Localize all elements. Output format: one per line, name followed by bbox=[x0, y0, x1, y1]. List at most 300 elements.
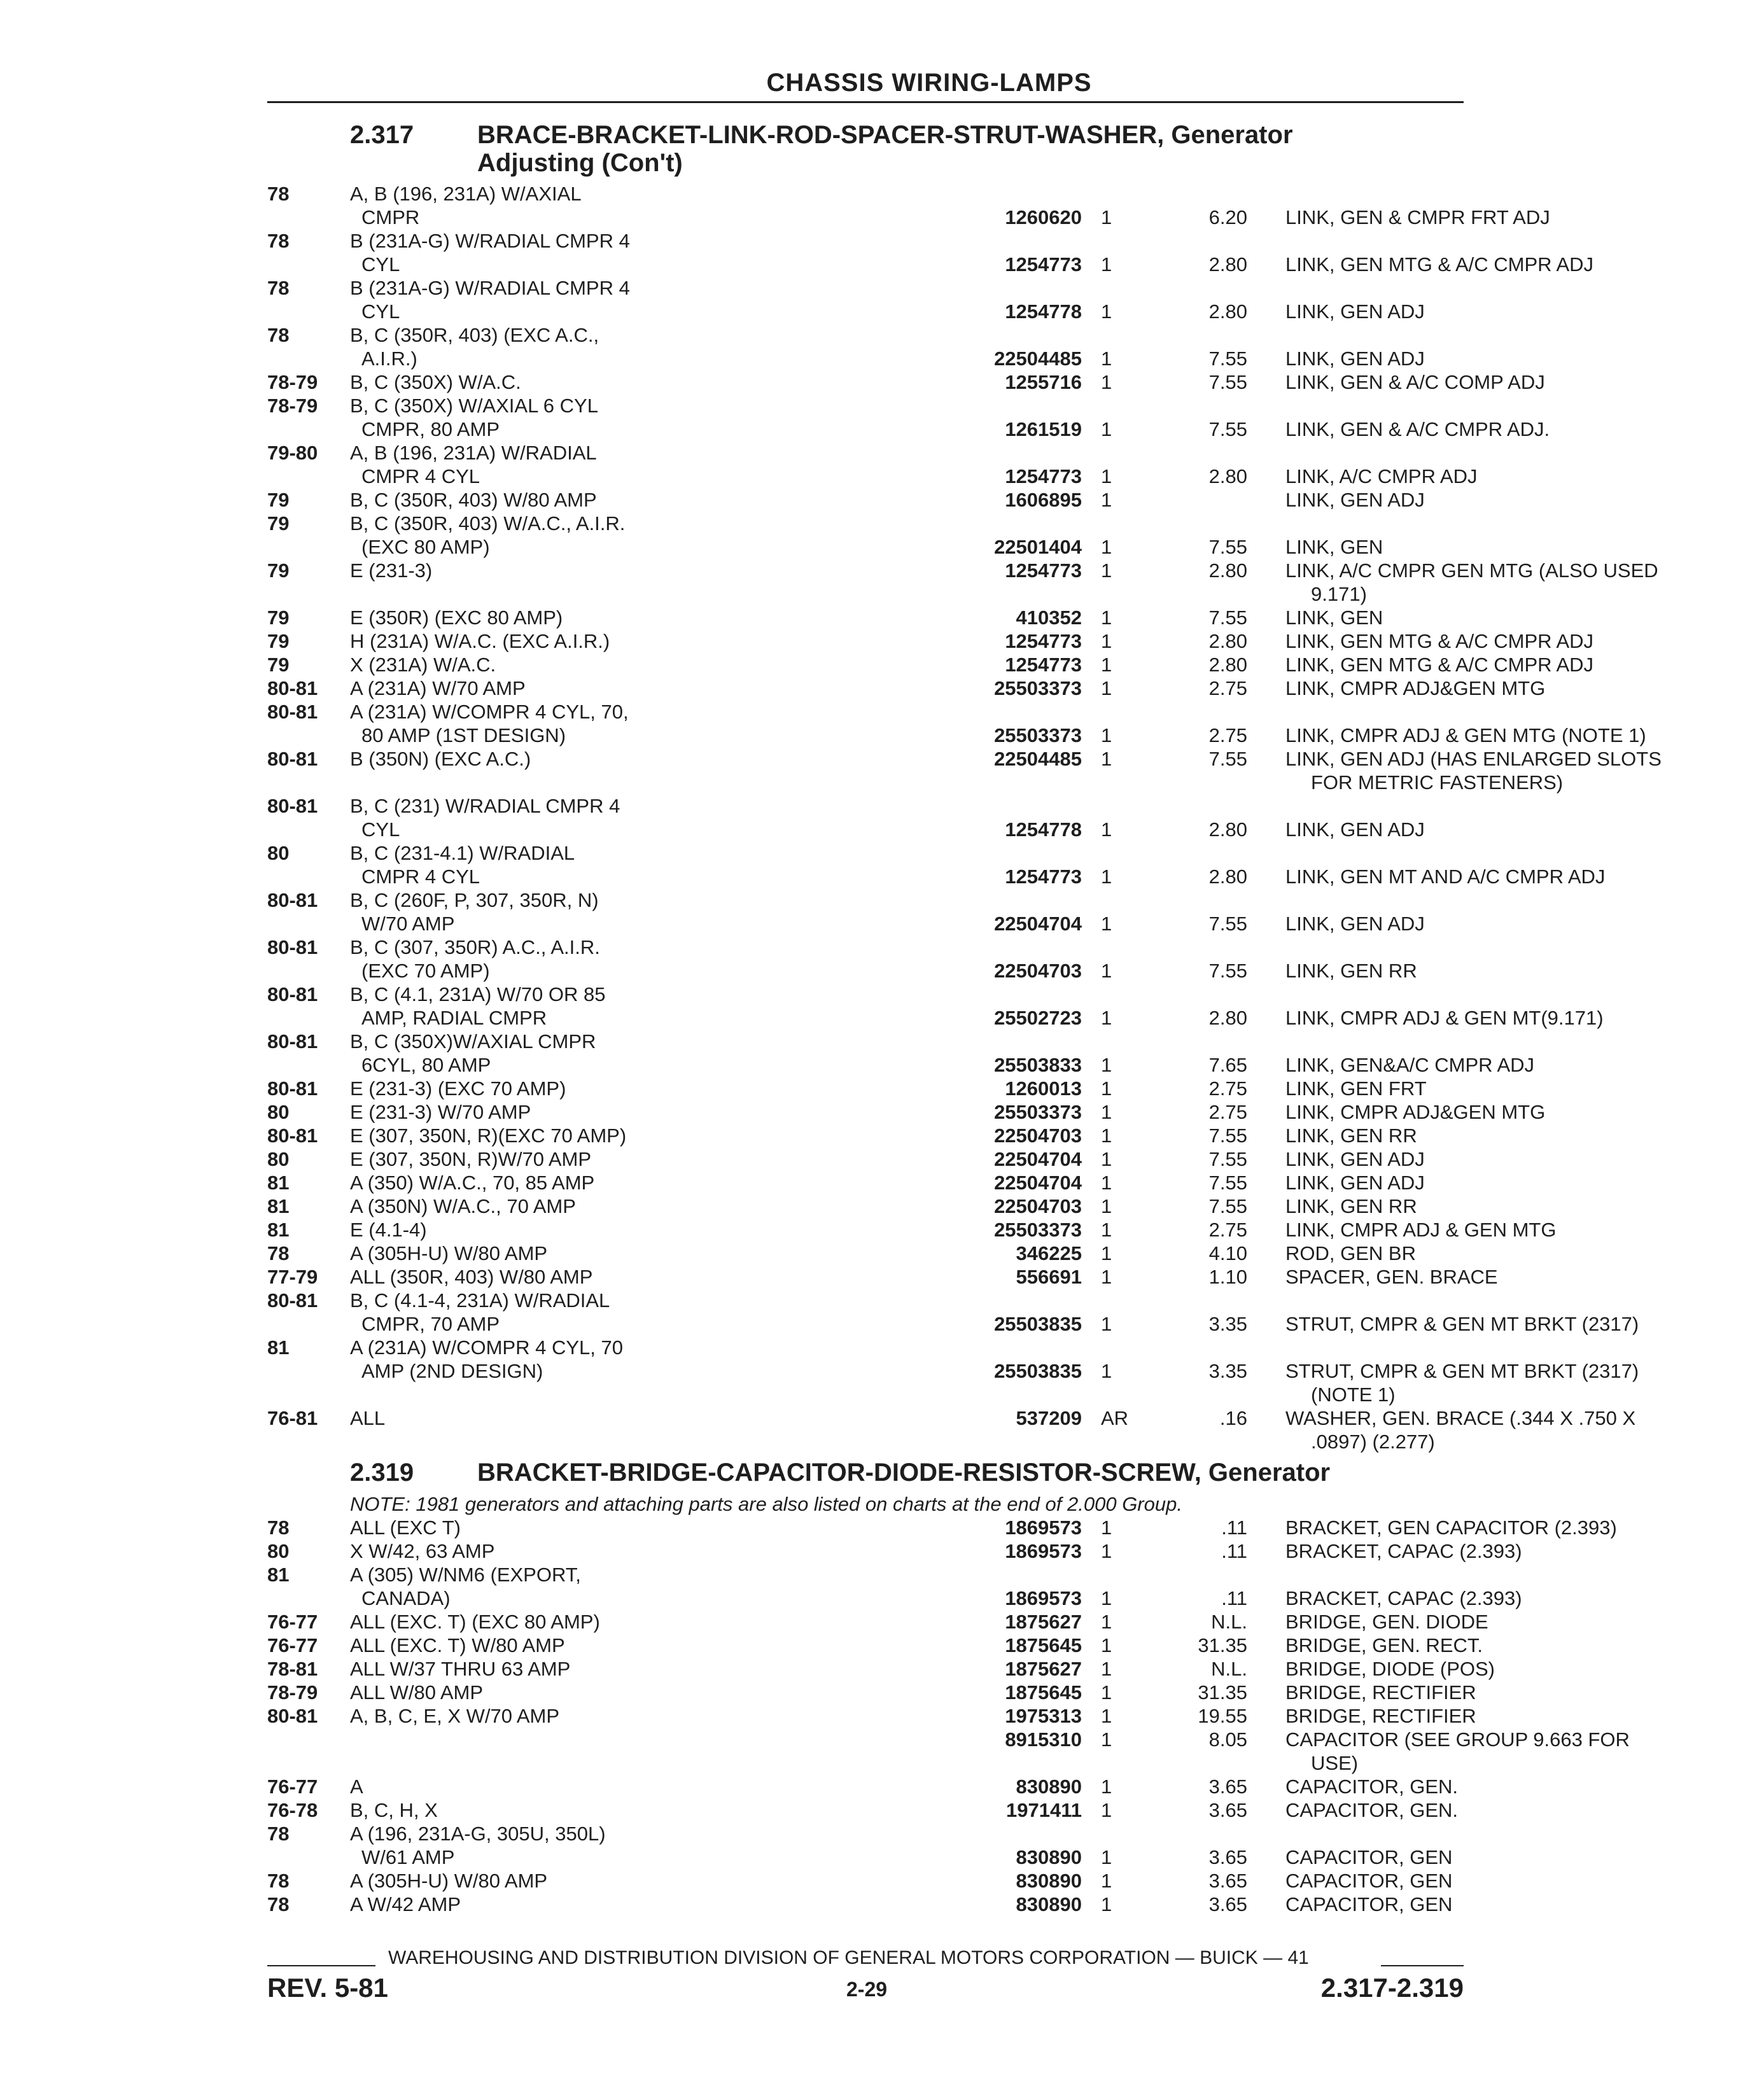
part-number-cell: 1254778 bbox=[1005, 300, 1082, 323]
table-row bbox=[267, 1265, 1498, 1289]
quantity-cell: 1 bbox=[1101, 1681, 1112, 1704]
quantity-cell: 1 bbox=[1101, 1077, 1112, 1100]
part-number-cell: 410352 bbox=[1016, 606, 1082, 629]
price-cell: 7.55 bbox=[1208, 536, 1247, 558]
quantity-cell: AR bbox=[1101, 1407, 1129, 1429]
table-row bbox=[267, 1336, 1464, 1360]
model-cell: CMPR 4 CYL bbox=[361, 465, 480, 487]
year-cell: 78-79 bbox=[267, 395, 318, 417]
part-number-cell: 1254773 bbox=[1005, 865, 1082, 888]
table-row bbox=[267, 1893, 1464, 1917]
year-cell: 79 bbox=[267, 606, 290, 629]
quantity-cell: 1 bbox=[1101, 748, 1112, 770]
price-cell: 2.80 bbox=[1208, 654, 1247, 676]
price-cell: N.L. bbox=[1211, 1611, 1247, 1633]
price-cell: 2.80 bbox=[1208, 1007, 1247, 1029]
quantity-cell: 1 bbox=[1101, 1846, 1112, 1868]
model-cell: B, C (350R, 403) W/80 AMP bbox=[350, 489, 597, 511]
quantity-cell: 1 bbox=[1101, 913, 1112, 935]
model-cell: B, C (350R, 403) (EXC A.C., bbox=[350, 324, 599, 346]
quantity-cell: 1 bbox=[1101, 724, 1112, 746]
quantity-cell: 1 bbox=[1101, 818, 1112, 841]
table-row bbox=[267, 1006, 1604, 1030]
year-cell: 78 bbox=[267, 1516, 290, 1539]
description-cell: LINK, GEN ADJ bbox=[1285, 347, 1425, 370]
model-cell: A (196, 231A-G, 305U, 350L) bbox=[350, 1823, 606, 1845]
part-number-cell: 346225 bbox=[1016, 1242, 1082, 1264]
part-number-cell: 22504703 bbox=[994, 1124, 1082, 1147]
table-row bbox=[267, 347, 1464, 371]
year-cell: 80-81 bbox=[267, 677, 318, 699]
description-cell: BRACKET, CAPAC (2.393) bbox=[1285, 1587, 1522, 1609]
year-cell: 81 bbox=[267, 1195, 290, 1217]
part-number-cell: 22501404 bbox=[994, 536, 1082, 558]
model-cell: B, C (350X) W/AXIAL 6 CYL bbox=[350, 395, 598, 417]
section-2317-heading bbox=[350, 121, 1293, 177]
description-cell: BRIDGE, GEN. DIODE bbox=[1285, 1611, 1488, 1633]
quantity-cell: 1 bbox=[1101, 1219, 1112, 1241]
table-row bbox=[267, 1030, 1464, 1054]
part-number-cell: 1254773 bbox=[1005, 465, 1082, 487]
description-cell: (NOTE 1) bbox=[1311, 1383, 1396, 1406]
part-number-cell: 25503835 bbox=[994, 1360, 1082, 1382]
model-cell: X W/42, 63 AMP bbox=[350, 1540, 495, 1562]
price-cell: 2.80 bbox=[1208, 559, 1247, 582]
price-cell: 3.65 bbox=[1208, 1775, 1247, 1798]
description-cell: .0897) (2.277) bbox=[1311, 1431, 1435, 1453]
year-cell: 79 bbox=[267, 654, 290, 676]
model-cell: ALL (EXC T) bbox=[350, 1516, 461, 1539]
quantity-cell: 1 bbox=[1101, 1101, 1112, 1123]
description-cell: LINK, GEN ADJ bbox=[1285, 300, 1425, 323]
model-cell: A (350) W/A.C., 70, 85 AMP bbox=[350, 1172, 595, 1194]
year-cell: 79 bbox=[267, 489, 290, 511]
price-cell: 2.80 bbox=[1208, 818, 1247, 841]
description-cell: LINK, GEN MTG & A/C CMPR ADJ bbox=[1285, 654, 1594, 676]
price-cell: 7.55 bbox=[1208, 1124, 1247, 1147]
quantity-cell: 1 bbox=[1101, 536, 1112, 558]
model-cell: B (350N) (EXC A.C.) bbox=[350, 748, 531, 770]
table-row bbox=[267, 676, 1546, 701]
description-cell: LINK, GEN MTG & A/C CMPR ADJ bbox=[1285, 253, 1594, 276]
table-row bbox=[267, 1218, 1557, 1242]
description-cell: LINK, GEN & A/C COMP ADJ bbox=[1285, 371, 1545, 393]
model-cell: E (231-3) W/70 AMP bbox=[350, 1101, 531, 1123]
year-cell: 80-81 bbox=[267, 983, 318, 1005]
table-row bbox=[267, 1563, 1464, 1587]
price-cell: 3.35 bbox=[1208, 1360, 1247, 1382]
part-number-cell: 1254773 bbox=[1005, 654, 1082, 676]
table-row bbox=[267, 417, 1550, 442]
quantity-cell: 1 bbox=[1101, 1611, 1112, 1633]
table-row bbox=[267, 1077, 1464, 1101]
year-cell: 77-79 bbox=[267, 1266, 318, 1288]
model-cell: A W/42 AMP bbox=[350, 1893, 461, 1915]
model-cell: AMP (2ND DESIGN) bbox=[361, 1360, 543, 1382]
description-cell: LINK, CMPR ADJ&GEN MTG bbox=[1285, 1101, 1546, 1123]
part-number-cell: 25502723 bbox=[994, 1007, 1082, 1029]
description-cell: LINK, CMPR ADJ&GEN MTG bbox=[1285, 677, 1546, 699]
model-cell: E (231-3) bbox=[350, 559, 433, 582]
quantity-cell: 1 bbox=[1101, 465, 1112, 487]
price-cell: 7.55 bbox=[1208, 1148, 1247, 1170]
description-cell: LINK, GEN&A/C CMPR ADJ bbox=[1285, 1054, 1535, 1076]
model-cell: AMP, RADIAL CMPR bbox=[361, 1007, 547, 1029]
table-row bbox=[267, 1430, 1464, 1454]
description-cell: CAPACITOR, GEN. bbox=[1285, 1799, 1459, 1821]
quantity-cell: 1 bbox=[1101, 1775, 1112, 1798]
table-row bbox=[267, 606, 1464, 630]
model-cell: E (4.1-4) bbox=[350, 1219, 427, 1241]
quantity-cell: 1 bbox=[1101, 489, 1112, 511]
part-number-cell: 25503833 bbox=[994, 1054, 1082, 1076]
quantity-cell: 1 bbox=[1101, 1870, 1112, 1892]
price-cell: 4.10 bbox=[1208, 1242, 1247, 1264]
part-number-cell: 1254778 bbox=[1005, 818, 1082, 841]
model-cell: CMPR 4 CYL bbox=[361, 865, 480, 888]
part-number-cell: 1875627 bbox=[1005, 1611, 1082, 1633]
description-cell: LINK, GEN bbox=[1285, 606, 1383, 629]
part-number-cell: 1254773 bbox=[1005, 559, 1082, 582]
description-cell: BRIDGE, RECTIFIER bbox=[1285, 1705, 1476, 1727]
description-cell: CAPACITOR, GEN bbox=[1285, 1846, 1453, 1868]
model-cell: (EXC 70 AMP) bbox=[361, 960, 490, 982]
table-row bbox=[267, 1312, 1639, 1336]
year-cell: 81 bbox=[267, 1172, 290, 1194]
year-cell: 80-81 bbox=[267, 1705, 318, 1727]
model-cell: B, C (231-4.1) W/RADIAL bbox=[350, 842, 575, 864]
footer-corporation: WAREHOUSING AND DISTRIBUTION DIVISION OF GENERAL MOTORS CORPORATION — BUICK — 41 bbox=[388, 1947, 1309, 1968]
year-cell: 80 bbox=[267, 842, 290, 864]
quantity-cell: 1 bbox=[1101, 418, 1112, 440]
quantity-cell: 1 bbox=[1101, 1266, 1112, 1288]
model-cell: E (307, 350N, R)W/70 AMP bbox=[350, 1148, 592, 1170]
quantity-cell: 1 bbox=[1101, 606, 1112, 629]
table-row bbox=[267, 1289, 1464, 1313]
table-row bbox=[267, 1775, 1464, 1799]
table-row bbox=[267, 959, 1464, 983]
table-row bbox=[267, 276, 1464, 300]
model-cell: A (305H-U) W/80 AMP bbox=[350, 1242, 548, 1264]
year-cell: 78 bbox=[267, 324, 290, 346]
quantity-cell: 1 bbox=[1101, 865, 1112, 888]
part-number-cell: 1254773 bbox=[1005, 630, 1082, 652]
year-cell: 78 bbox=[267, 1242, 290, 1264]
part-number-cell: 22504703 bbox=[994, 1195, 1082, 1217]
price-cell: 6.20 bbox=[1208, 206, 1247, 228]
table-row bbox=[267, 888, 1464, 913]
model-cell: B, C (350X) W/A.C. bbox=[350, 371, 521, 393]
description-cell: 9.171) bbox=[1311, 583, 1367, 605]
description-cell: BRIDGE, DIODE (POS) bbox=[1285, 1658, 1495, 1680]
table-row bbox=[267, 182, 1464, 206]
price-cell: .11 bbox=[1221, 1516, 1247, 1539]
description-cell: LINK, CMPR ADJ & GEN MT(9.171) bbox=[1285, 1007, 1604, 1029]
model-cell: ALL bbox=[350, 1407, 386, 1429]
description-cell: LINK, GEN ADJ (HAS ENLARGED SLOTS bbox=[1285, 748, 1662, 770]
quantity-cell: 1 bbox=[1101, 1893, 1112, 1915]
part-number-cell: 1869573 bbox=[1005, 1516, 1082, 1539]
table-row bbox=[267, 912, 1464, 936]
footer-line bbox=[267, 1947, 1464, 1973]
year-cell: 80-81 bbox=[267, 701, 318, 723]
price-cell: 19.55 bbox=[1198, 1705, 1247, 1727]
price-cell: 2.75 bbox=[1208, 677, 1247, 699]
part-number-cell: 1875627 bbox=[1005, 1658, 1082, 1680]
table-row bbox=[267, 1124, 1464, 1148]
part-number-cell: 22504485 bbox=[994, 347, 1082, 370]
table-row bbox=[267, 818, 1464, 842]
model-cell: E (307, 350N, R)(EXC 70 AMP) bbox=[350, 1124, 627, 1147]
year-cell: 78 bbox=[267, 183, 290, 205]
description-cell: LINK, GEN MTG & A/C CMPR ADJ bbox=[1285, 630, 1594, 652]
section-title: BRACE-BRACKET-LINK-ROD-SPACER-STRUT-WASHER, Generator bbox=[477, 121, 1293, 149]
section-number: 2.319 bbox=[350, 1459, 414, 1487]
quantity-cell: 1 bbox=[1101, 1172, 1112, 1194]
quantity-cell: 1 bbox=[1101, 960, 1112, 982]
part-number-cell: 830890 bbox=[1016, 1846, 1082, 1868]
description-cell: ROD, GEN BR bbox=[1285, 1242, 1416, 1264]
year-cell: 78 bbox=[267, 230, 290, 252]
table-row bbox=[267, 1100, 1546, 1124]
model-cell: CMPR, 70 AMP bbox=[361, 1313, 500, 1335]
table-row bbox=[267, 1406, 1636, 1431]
footer-rule-right bbox=[1381, 1965, 1464, 1966]
price-cell: 3.65 bbox=[1208, 1846, 1247, 1868]
model-cell: A, B, C, E, X W/70 AMP bbox=[350, 1705, 560, 1727]
year-cell: 78 bbox=[267, 1823, 290, 1845]
price-cell: 7.55 bbox=[1208, 1195, 1247, 1217]
year-cell: 78 bbox=[267, 1870, 290, 1892]
revision-label: REV. 5-81 bbox=[267, 1973, 388, 2003]
model-cell: B, C (4.1-4, 231A) W/RADIAL bbox=[350, 1289, 610, 1312]
model-cell: A, B (196, 231A) W/AXIAL bbox=[350, 183, 582, 205]
section-continuation: Adjusting (Con't) bbox=[477, 149, 683, 177]
part-number-cell: 1606895 bbox=[1005, 489, 1082, 511]
table-row bbox=[267, 1539, 1522, 1564]
price-cell: 31.35 bbox=[1198, 1681, 1247, 1704]
quantity-cell: 1 bbox=[1101, 347, 1112, 370]
model-cell: A (350N) W/A.C., 70 AMP bbox=[350, 1195, 576, 1217]
year-cell: 80 bbox=[267, 1148, 290, 1170]
year-cell: 78 bbox=[267, 1893, 290, 1915]
model-cell: A (305H-U) W/80 AMP bbox=[350, 1870, 548, 1892]
part-number-cell: 22504704 bbox=[994, 1148, 1082, 1170]
quantity-cell: 1 bbox=[1101, 1124, 1112, 1147]
price-cell: 2.80 bbox=[1208, 630, 1247, 652]
year-cell: 80-81 bbox=[267, 748, 318, 770]
model-cell: H (231A) W/A.C. (EXC A.I.R.) bbox=[350, 630, 610, 652]
description-cell: CAPACITOR, GEN bbox=[1285, 1893, 1453, 1915]
part-number-cell: 556691 bbox=[1016, 1266, 1082, 1288]
price-cell: 2.75 bbox=[1208, 1077, 1247, 1100]
table-row bbox=[267, 535, 1464, 559]
table-row bbox=[267, 983, 1464, 1007]
price-cell: 2.80 bbox=[1208, 465, 1247, 487]
part-number-cell: 22504704 bbox=[994, 1172, 1082, 1194]
model-cell: X (231A) W/A.C. bbox=[350, 654, 496, 676]
table-row bbox=[267, 1681, 1476, 1705]
section-note: NOTE: 1981 generators and attaching parts are also listed on charts at the end of 2.000 Group. bbox=[350, 1493, 1182, 1515]
table-row bbox=[267, 724, 1646, 748]
year-cell: 79 bbox=[267, 630, 290, 652]
price-cell: 7.65 bbox=[1208, 1054, 1247, 1076]
price-cell: 2.75 bbox=[1208, 724, 1247, 746]
price-cell: 1.10 bbox=[1208, 1266, 1247, 1288]
year-cell: 80-81 bbox=[267, 1124, 318, 1147]
price-cell: 7.55 bbox=[1208, 418, 1247, 440]
table-row bbox=[267, 323, 1464, 347]
table-row bbox=[267, 747, 1662, 771]
model-cell: ALL (EXC. T) W/80 AMP bbox=[350, 1634, 565, 1656]
part-number-cell: 25503373 bbox=[994, 1219, 1082, 1241]
header-rule bbox=[267, 101, 1464, 103]
price-cell: 7.55 bbox=[1208, 748, 1247, 770]
table-row bbox=[267, 206, 1550, 230]
part-number-cell: 1875645 bbox=[1005, 1634, 1082, 1656]
quantity-cell: 1 bbox=[1101, 206, 1112, 228]
section-2319-heading bbox=[350, 1459, 1330, 1487]
table-row bbox=[267, 1657, 1495, 1681]
table-row bbox=[267, 300, 1464, 324]
part-number-cell: 1261519 bbox=[1005, 418, 1082, 440]
table-row bbox=[267, 253, 1594, 277]
price-cell: 7.55 bbox=[1208, 913, 1247, 935]
part-number-cell: 25503373 bbox=[994, 677, 1082, 699]
table-row bbox=[267, 794, 1464, 818]
description-cell: LINK, GEN ADJ bbox=[1285, 1148, 1425, 1170]
table-row bbox=[267, 370, 1545, 395]
year-cell: 80 bbox=[267, 1101, 290, 1123]
section-range: 2.317-2.319 bbox=[1320, 1973, 1464, 2003]
table-row bbox=[267, 841, 1464, 865]
table-row bbox=[267, 1359, 1639, 1383]
model-cell: CYL bbox=[361, 253, 400, 276]
model-cell: W/61 AMP bbox=[361, 1846, 455, 1868]
model-cell: ALL (EXC. T) (EXC 80 AMP) bbox=[350, 1611, 600, 1633]
model-cell: A.I.R.) bbox=[361, 347, 417, 370]
quantity-cell: 1 bbox=[1101, 1242, 1112, 1264]
part-number-cell: 25503373 bbox=[994, 724, 1082, 746]
page-title: CHASSIS WIRING-LAMPS bbox=[766, 69, 1092, 97]
year-cell: 80 bbox=[267, 1540, 290, 1562]
table-row bbox=[267, 1171, 1464, 1195]
description-cell: LINK, CMPR ADJ & GEN MTG (NOTE 1) bbox=[1285, 724, 1646, 746]
description-cell: LINK, A/C CMPR GEN MTG (ALSO USED bbox=[1285, 559, 1658, 582]
table-row bbox=[267, 865, 1606, 889]
model-cell: CANADA) bbox=[361, 1587, 451, 1609]
year-cell: 78-81 bbox=[267, 1658, 318, 1680]
description-cell: LINK, GEN FRT bbox=[1285, 1077, 1427, 1100]
model-cell: 6CYL, 80 AMP bbox=[361, 1054, 491, 1076]
price-cell: 2.80 bbox=[1208, 865, 1247, 888]
quantity-cell: 1 bbox=[1101, 1054, 1112, 1076]
footer-rule-left bbox=[267, 1965, 375, 1966]
model-cell: A bbox=[350, 1775, 363, 1798]
part-number-cell: 1255716 bbox=[1005, 371, 1082, 393]
description-cell: BRIDGE, RECTIFIER bbox=[1285, 1681, 1476, 1704]
part-number-cell: 1875645 bbox=[1005, 1681, 1082, 1704]
table-row bbox=[267, 771, 1564, 795]
model-cell: A, B (196, 231A) W/RADIAL bbox=[350, 442, 597, 464]
model-cell: ALL W/37 THRU 63 AMP bbox=[350, 1658, 571, 1680]
description-cell: STRUT, CMPR & GEN MT BRKT (2317) bbox=[1285, 1360, 1639, 1382]
description-cell: STRUT, CMPR & GEN MT BRKT (2317) bbox=[1285, 1313, 1639, 1335]
quantity-cell: 1 bbox=[1101, 630, 1112, 652]
model-cell: E (350R) (EXC 80 AMP) bbox=[350, 606, 563, 629]
description-cell: LINK, GEN RR bbox=[1285, 960, 1417, 982]
description-cell: WASHER, GEN. BRACE (.344 X .750 X bbox=[1285, 1407, 1636, 1429]
model-cell: B, C, H, X bbox=[350, 1799, 438, 1821]
description-cell: LINK, GEN RR bbox=[1285, 1195, 1417, 1217]
quantity-cell: 1 bbox=[1101, 654, 1112, 676]
table-row bbox=[267, 465, 1478, 489]
table-row bbox=[267, 559, 1658, 583]
description-cell: CAPACITOR (SEE GROUP 9.663 FOR bbox=[1285, 1728, 1630, 1751]
part-number-cell: 1254773 bbox=[1005, 253, 1082, 276]
quantity-cell: 1 bbox=[1101, 1705, 1112, 1727]
model-cell: B, C (260F, P, 307, 350R, N) bbox=[350, 889, 599, 911]
table-row bbox=[267, 1845, 1464, 1870]
year-cell: 79 bbox=[267, 512, 290, 535]
year-cell: 76-77 bbox=[267, 1611, 318, 1633]
part-number-cell: 1869573 bbox=[1005, 1587, 1082, 1609]
model-cell: A (231A) W/70 AMP bbox=[350, 677, 526, 699]
year-cell: 76-77 bbox=[267, 1634, 318, 1656]
model-cell: CMPR bbox=[361, 206, 420, 228]
year-cell: 80-81 bbox=[267, 1289, 318, 1312]
year-cell: 78-79 bbox=[267, 1681, 318, 1704]
table-row bbox=[267, 1704, 1476, 1728]
description-cell: BRACKET, CAPAC (2.393) bbox=[1285, 1540, 1522, 1562]
part-number-cell: 25503373 bbox=[994, 1101, 1082, 1123]
model-cell: A (231A) W/COMPR 4 CYL, 70 bbox=[350, 1336, 623, 1359]
description-cell: CAPACITOR, GEN. bbox=[1285, 1775, 1459, 1798]
price-cell: 7.55 bbox=[1208, 347, 1247, 370]
quantity-cell: 1 bbox=[1101, 559, 1112, 582]
description-cell: LINK, GEN bbox=[1285, 536, 1383, 558]
table-row bbox=[267, 1242, 1464, 1266]
section-number: 2.317 bbox=[350, 121, 414, 149]
table-row bbox=[267, 1383, 1464, 1407]
year-cell: 81 bbox=[267, 1564, 290, 1586]
model-cell: A (305) W/NM6 (EXPORT, bbox=[350, 1564, 581, 1586]
year-cell: 81 bbox=[267, 1219, 290, 1241]
model-cell: ALL W/80 AMP bbox=[350, 1681, 484, 1704]
page-number: 2-29 bbox=[846, 1978, 888, 2001]
description-cell: SPACER, GEN. BRACE bbox=[1285, 1266, 1498, 1288]
year-cell: 80-81 bbox=[267, 889, 318, 911]
table-row bbox=[267, 1516, 1617, 1540]
table-row bbox=[267, 582, 1464, 606]
year-cell: 81 bbox=[267, 1336, 290, 1359]
price-cell: 3.65 bbox=[1208, 1799, 1247, 1821]
price-cell: 7.55 bbox=[1208, 606, 1247, 629]
table-row bbox=[267, 488, 1464, 512]
year-cell: 80-81 bbox=[267, 936, 318, 958]
part-number-cell: 1869573 bbox=[1005, 1540, 1082, 1562]
model-cell: CMPR, 80 AMP bbox=[361, 418, 500, 440]
price-cell: 7.55 bbox=[1208, 960, 1247, 982]
description-cell: LINK, GEN MT AND A/C CMPR ADJ bbox=[1285, 865, 1606, 888]
model-cell: B, C (350X)W/AXIAL CMPR bbox=[350, 1030, 596, 1053]
table-row bbox=[267, 1053, 1535, 1077]
description-cell: LINK, GEN ADJ bbox=[1285, 489, 1425, 511]
price-cell: 2.80 bbox=[1208, 253, 1247, 276]
price-cell: .11 bbox=[1221, 1587, 1247, 1609]
year-cell: 76-78 bbox=[267, 1799, 318, 1821]
table-row bbox=[267, 229, 1464, 253]
